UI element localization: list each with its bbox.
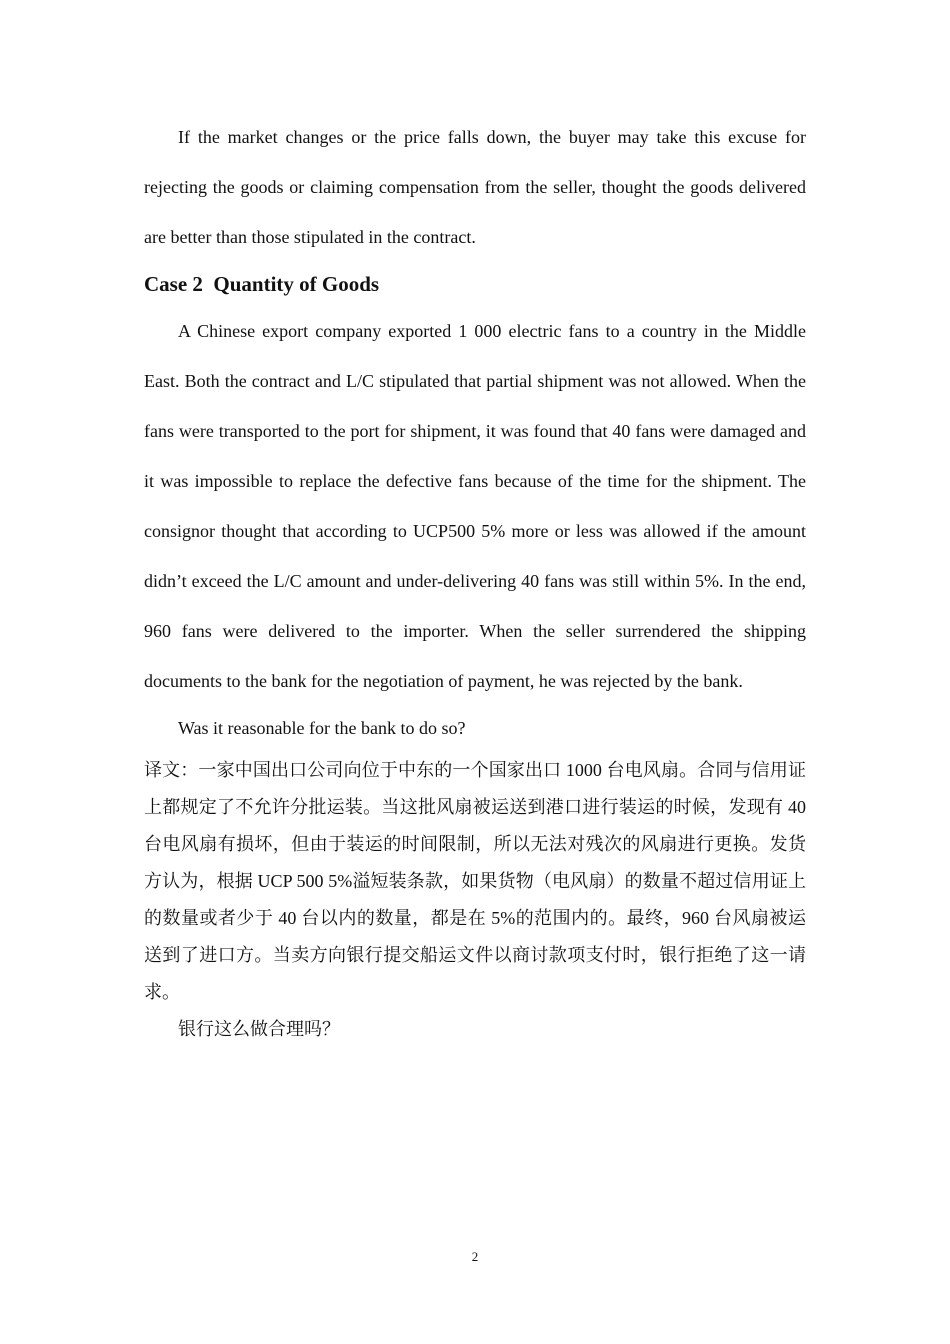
case-paragraph: A Chinese export company exported 1 000 electric fans to a country in the Middle East. Both the contract and L/C stipulated that partial shipment was not allowed. When the fans were transported to the port for shipment, it was found that 40 fans were damaged and it was impossible to replace the defective fans because of the time for the shipment. The consignor thought that according to UCP500 5% more or less was allowed if the amount didn’t exceed the L/C amount and under-delivering 40 fans was still within 5%. In the end, 960 fans were delivered to the importer. When the seller surrendered the shipping documents to the bank for the negotiation of payment, he was rejected by the bank. <box>144 321 806 691</box>
case-question: Was it reasonable for the bank to do so? <box>178 718 466 738</box>
intro-paragraph: If the market changes or the price falls down, the buyer may take this excuse for rejecting the goods or claiming compensation from the seller, thought the goods delivered are better than those stipulated in the contract. <box>144 127 806 247</box>
translation-paragraph: 译文：一家中国出口公司向位于中东的一个国家出口 1000 台电风扇。合同与信用证上都规定了不允许分批运装。当这批风扇被运送到港口进行装运的时候，发现有 40 台电风扇有损坏，但由于装运的时间限制，所以无法对残次的风扇进行更换。发货方认为，根据 UCP 500 5%溢短装条款，如果货物（电风扇）的数量不超过信用证上的数量或者少于 40 台以内的数量，都是在 5%的范围内的。最终，960 台风扇被运送到了进口方。当卖方向银行提交船运文件以商讨款项支付时，银行拒绝了这一请求。 <box>144 760 806 1002</box>
page-content <box>144 112 806 1048</box>
translation-question: 银行这么做合理吗？ <box>178 1019 340 1039</box>
case-heading: Case 2 Quantity of Goods <box>144 272 380 296</box>
page-number: 2 <box>471 1249 479 1264</box>
